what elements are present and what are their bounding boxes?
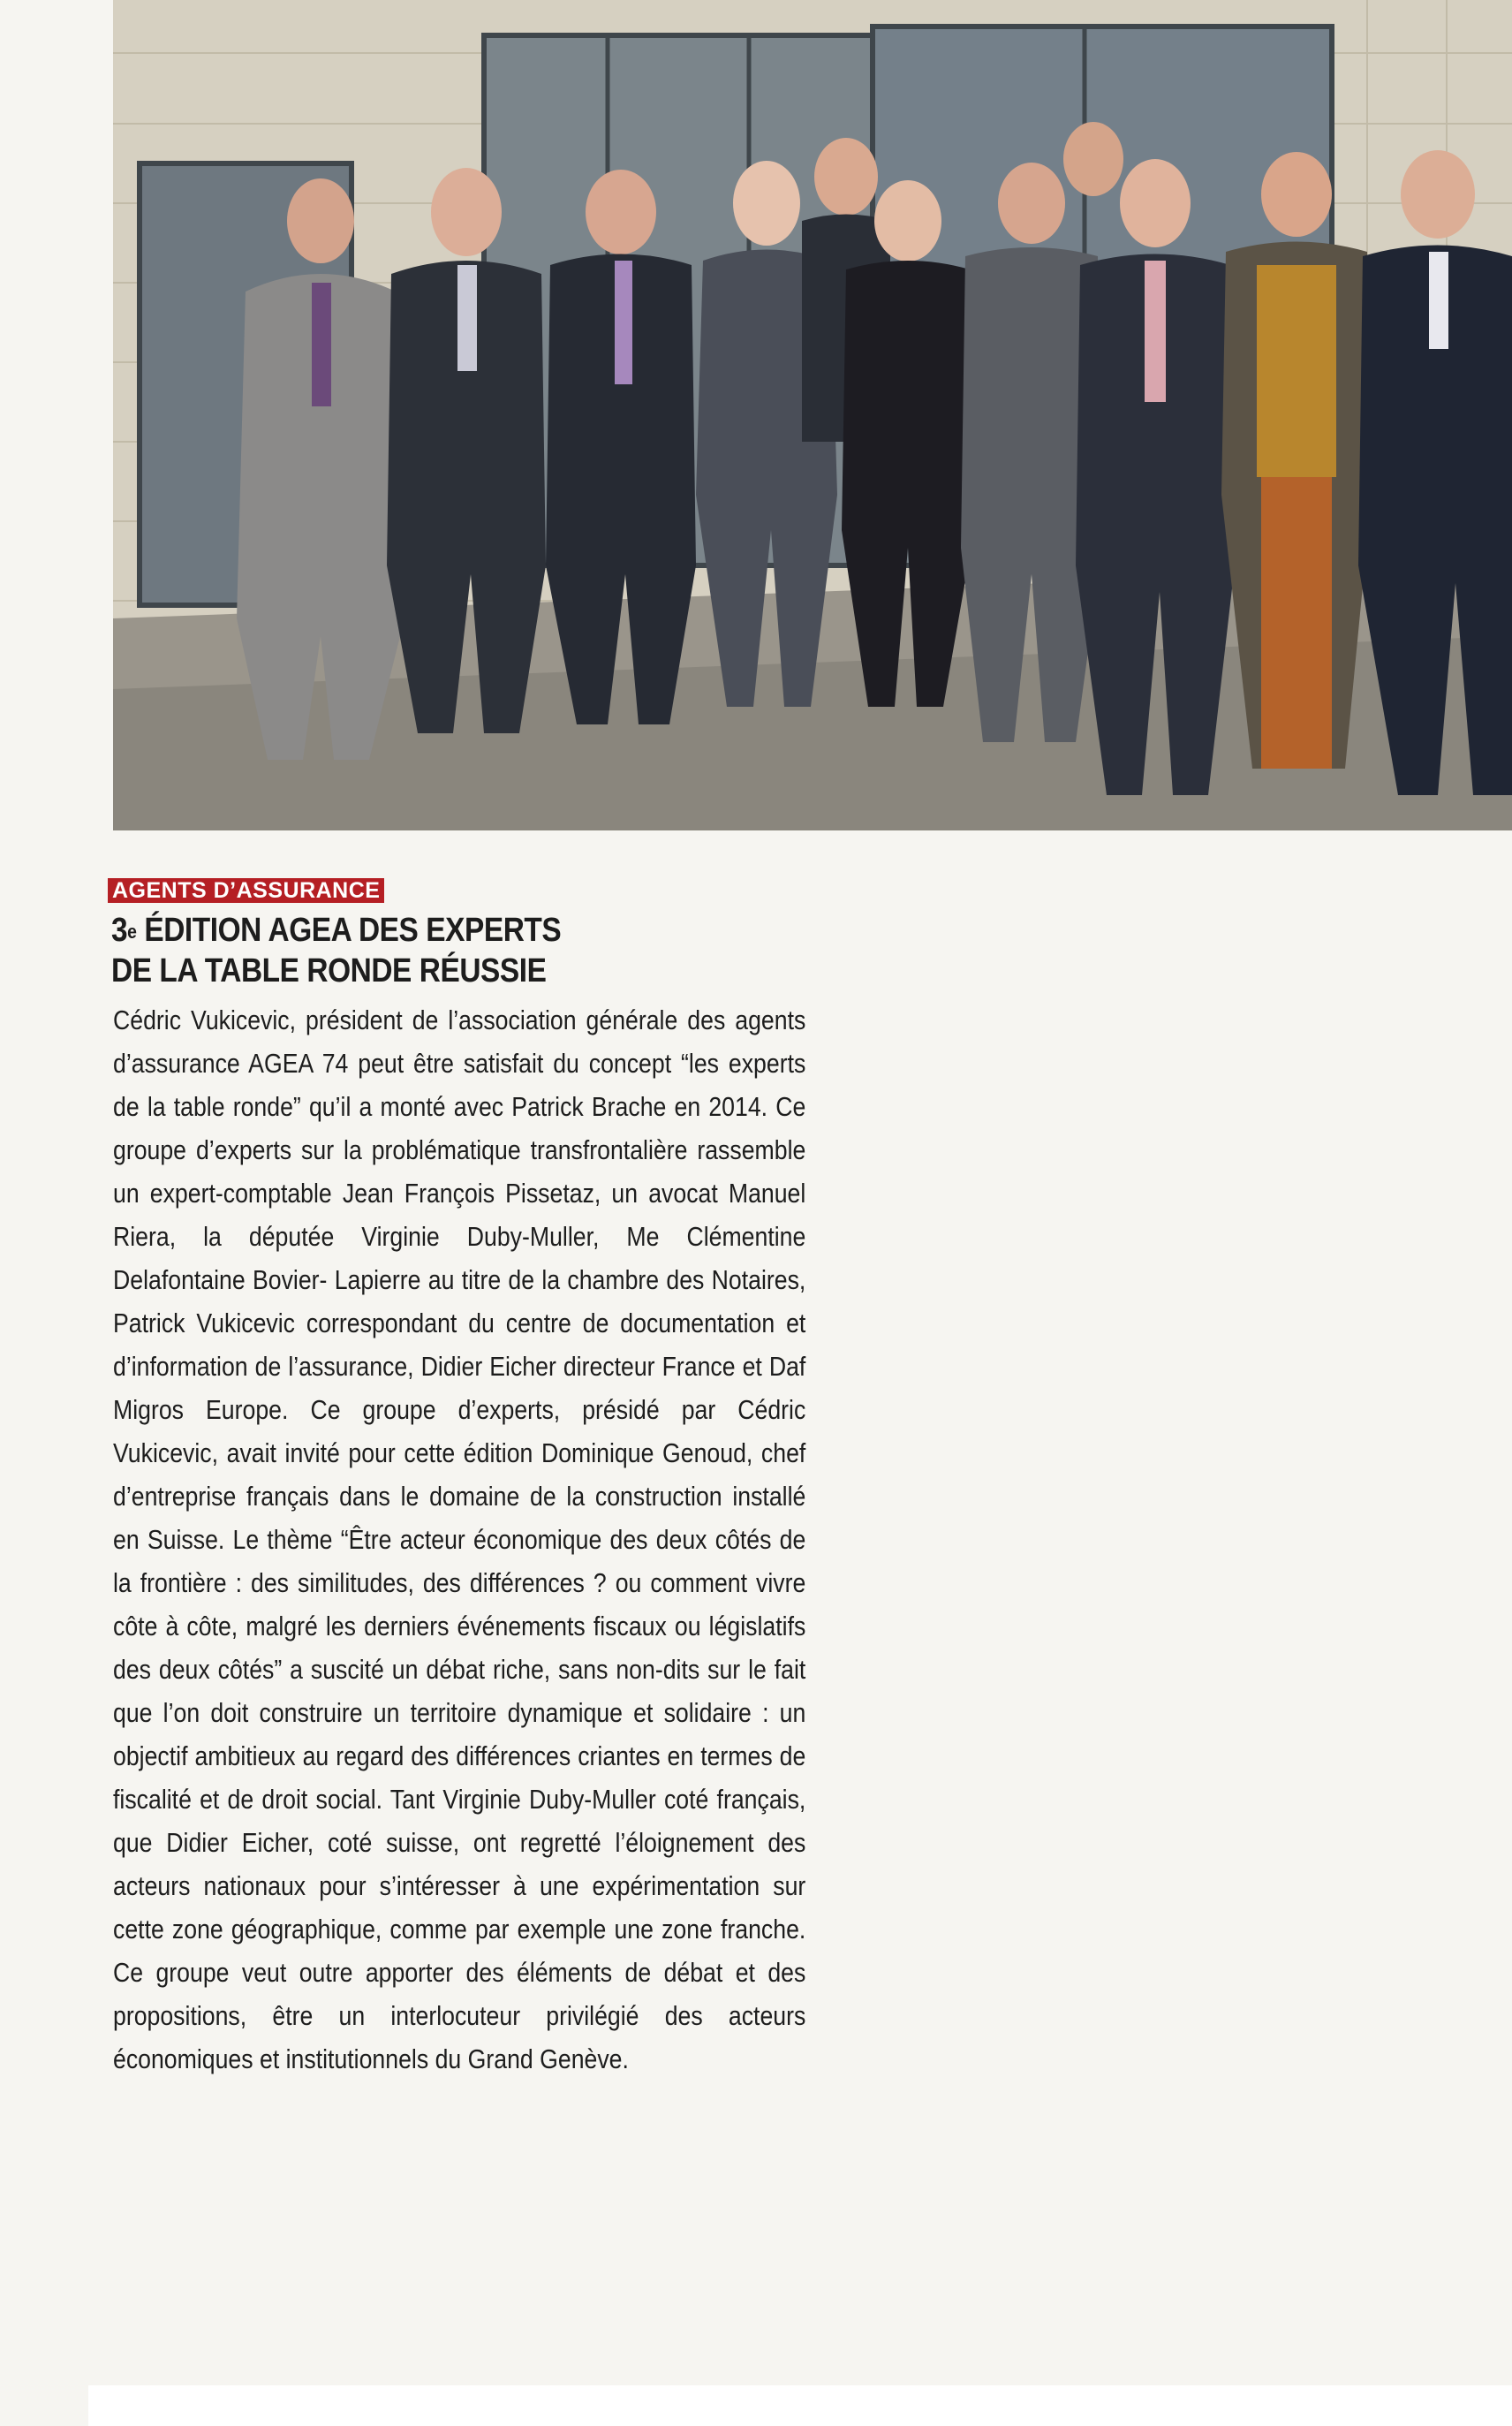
article-body: Cédric Vukicevic, président de l’association générale des agents d’assurance AGEA 74 peut être satisfait du concept “les experts de la table ronde” qu’il a monté avec Patrick Brache en 2014. Ce groupe d’experts sur la problématique transfrontalière rassemble un expert-comptable Jean François Pissetaz, un avocat Manuel Riera, la députée Virginie Duby-Muller, Me Clémentine Delafontaine Bovier- Lapierre au titre de la chambre des Notaires, Patrick Vukicevic correspondant du centre de documentation et d’information de l’assurance, Didier Eicher directeur France et Daf Migros Europe. Ce groupe d’experts, présidé par Cédric Vukicevic, avait invité pour cette édition Dominique Genoud, chef d’entreprise français dans le domaine de la construction installé en Suisse. Le thème “Être acteur économique des deux côtés de la frontière : des similitudes, des différences ? ou comment vivre côte à côte, malgré les derniers événements fiscaux ou législatifs des deux côtés” a suscité un débat riche, sans non-dits sur le fait que l’on doit construire un territoire dynamique et solidaire : un objectif ambitieux au regard des différences criantes en termes de fiscalité et de droit social. Tant Virginie Duby-Muller coté français, que Didier Eicher, coté suisse, ont regretté l’éloignement des acteurs nationaux pour s’intéresser à une expérimentation sur cette zone géographique, comme par exemple une zone franche. Ce groupe veut outre apporter des éléments de débat et des propositions, être un interlocuteur privilégié des acteurs économiques et institutionnels du Grand Genève. (113, 1005, 806, 2074)
section-kicker: AGENTS D’ASSURANCE (108, 878, 384, 903)
headline-line1: ÉDITION AGEA DES EXPERTS (136, 912, 562, 949)
article (108, 878, 805, 2081)
page-bottom-margin (88, 2385, 1512, 2426)
headline-line2: DE LA TABLE RONDE RÉUSSIE (111, 952, 547, 989)
headline-number: 3 (111, 912, 128, 949)
article-headline (111, 910, 795, 991)
headline-ordinal: e (127, 921, 137, 943)
group-photo (113, 0, 1512, 830)
group-photo-illustration (113, 0, 1512, 830)
